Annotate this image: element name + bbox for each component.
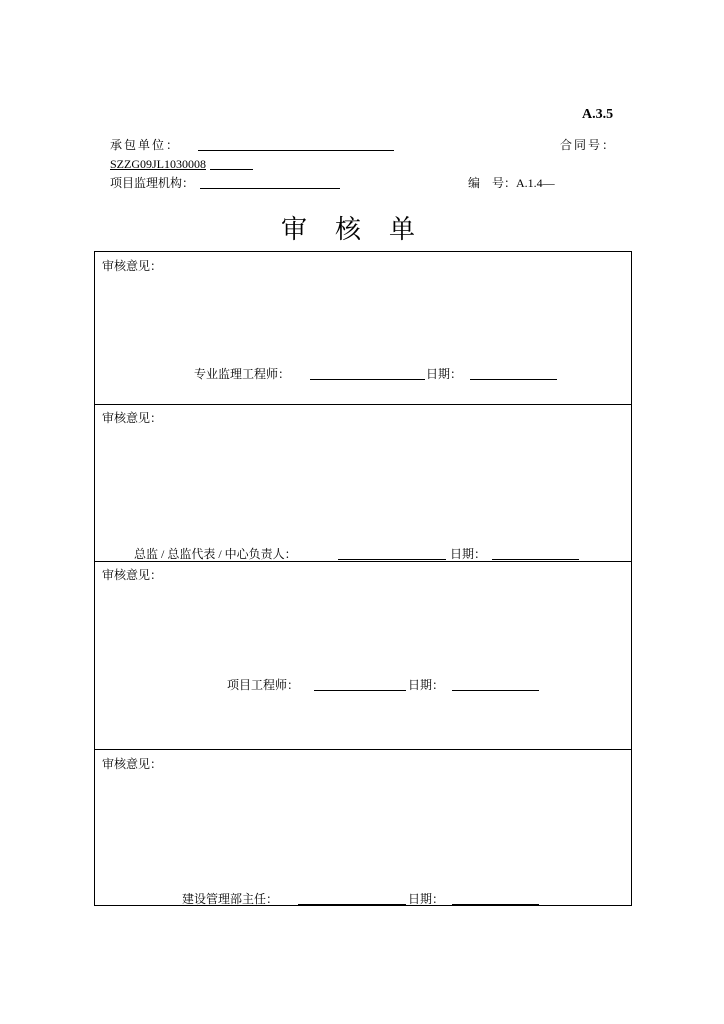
contractor-field[interactable] <box>198 150 394 151</box>
opinion-label: 审核意见： <box>102 757 163 771</box>
supervision-org-field[interactable] <box>200 188 340 189</box>
signer-label: 项目工程师： <box>227 678 300 692</box>
supervision-org-label: 项目监理机构： <box>110 176 195 190</box>
contractor-label: 承包单位： <box>110 138 181 152</box>
date-field[interactable] <box>452 904 539 905</box>
divider <box>95 404 631 405</box>
signer-label: 专业监理工程师： <box>194 367 291 381</box>
date-label: 日期： <box>408 892 445 906</box>
serial-label: 编 号：A.1.4— <box>468 176 555 190</box>
contract-no-value: SZZG09JL1030008 <box>110 157 206 171</box>
signer-label: 建设管理部主任： <box>182 892 279 906</box>
opinion-label: 审核意见： <box>102 411 163 425</box>
signer-label: 总监 / 总监代表 / 中心负责人： <box>134 547 297 561</box>
review-table <box>94 251 632 906</box>
divider <box>95 561 631 562</box>
contract-no-label: 合同号： <box>560 138 617 152</box>
date-field[interactable] <box>452 690 539 691</box>
date-label: 日期： <box>408 678 445 692</box>
signer-field[interactable] <box>310 379 425 380</box>
date-label: 日期： <box>450 547 487 561</box>
opinion-label: 审核意见： <box>102 259 163 273</box>
signer-field[interactable] <box>314 690 406 691</box>
opinion-label: 审核意见： <box>102 568 163 582</box>
form-code: A.3.5 <box>582 107 614 122</box>
date-label: 日期： <box>426 367 463 381</box>
page-title: 审核单 <box>280 215 443 245</box>
date-field[interactable] <box>492 559 579 560</box>
date-field[interactable] <box>470 379 557 380</box>
signer-field[interactable] <box>298 904 406 905</box>
signer-field[interactable] <box>338 559 446 560</box>
contract-no-underline <box>210 169 253 170</box>
divider <box>95 749 631 750</box>
